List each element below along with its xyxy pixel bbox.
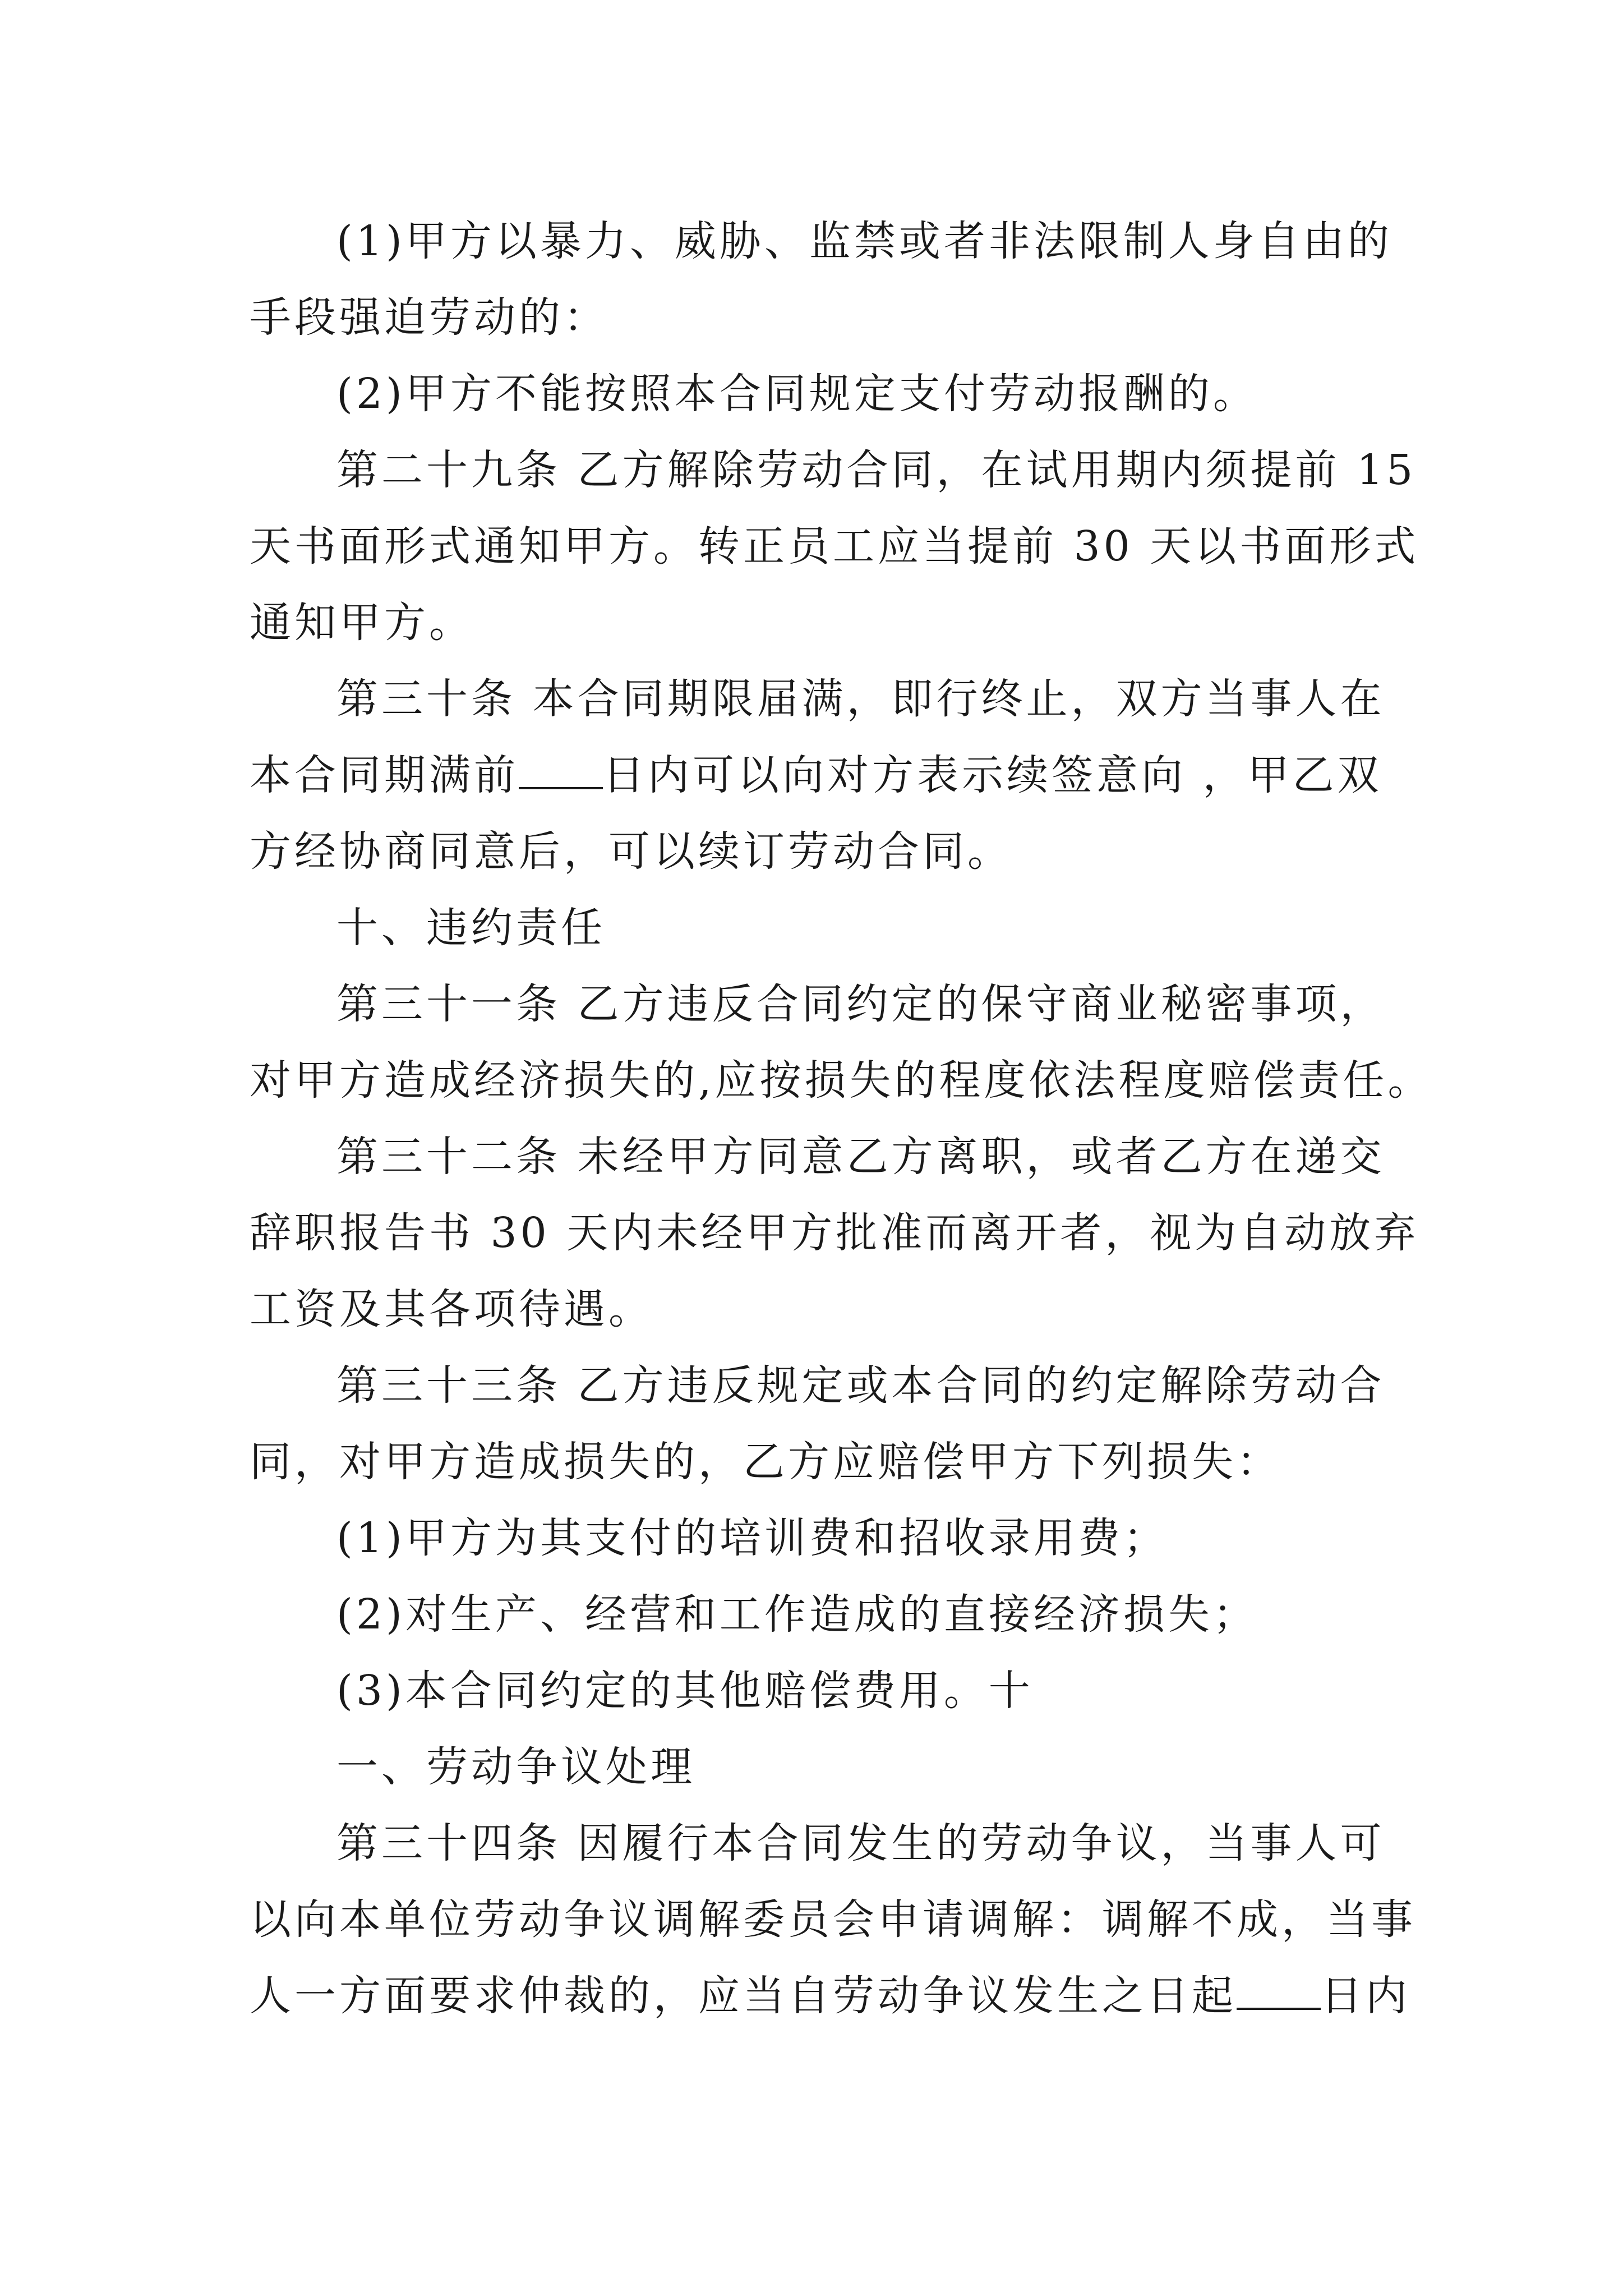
text-line: 方经协商同意后，可以续订劳动合同。 bbox=[250, 827, 1012, 876]
text-line: (2)甲方不能按照本合同规定支付劳动报酬的。 bbox=[336, 370, 1258, 418]
fill-in-blank bbox=[1237, 1968, 1321, 2010]
text-line: 通知甲方。 bbox=[250, 599, 474, 647]
text-line: 第三十条 本合同期限届满，即行终止，双方当事人在 bbox=[336, 675, 1385, 723]
text-segment: 本合同期满前 bbox=[250, 751, 519, 799]
text-line: (1)甲方以暴力、威胁、监禁或者非法限制人身自由的 bbox=[336, 217, 1393, 265]
text-line: (3)本合同约定的其他赔偿费用。十 bbox=[336, 1667, 1034, 1715]
text-line: 手段强迫劳动的： bbox=[250, 293, 608, 342]
text-segment: 日内 bbox=[1321, 1972, 1410, 2020]
fill-in-blank bbox=[519, 748, 603, 789]
text-line: 同，对甲方造成损失的，乙方应赔偿甲方下列损失： bbox=[250, 1438, 1281, 1486]
text-line: 以向本单位劳动争议调解委员会申请调解：调解不成，当事 bbox=[250, 1895, 1416, 1944]
text-line bbox=[250, 747, 1382, 823]
document-page bbox=[250, 213, 1433, 2044]
text-segment: 日内可以向对方表示续签意向 ，甲乙双 bbox=[603, 751, 1382, 799]
text-line: 工资及其各项待遇。 bbox=[250, 1285, 653, 1333]
text-line: 第三十一条 乙方违反合同约定的保守商业秘密事项， bbox=[336, 980, 1385, 1028]
text-line: 第三十四条 因履行本合同发生的劳动争议，当事人可 bbox=[336, 1819, 1385, 1867]
text-line bbox=[250, 1968, 1410, 2044]
text-segment: 人一方面要求仲裁的，应当自劳动争议发生之日起 bbox=[250, 1972, 1237, 2020]
text-line: 对甲方造成经济损失的,应按损失的程度依法程度赔偿责任。 bbox=[250, 1056, 1433, 1105]
section-heading: 十、违约责任 bbox=[336, 904, 606, 952]
text-line: (2)对生产、经营和工作造成的直接经济损失； bbox=[336, 1590, 1258, 1639]
text-line: (1)甲方为其支付的培训费和招收录用费； bbox=[336, 1514, 1168, 1562]
text-line: 第三十三条 乙方违反规定或本合同的约定解除劳动合 bbox=[336, 1361, 1385, 1410]
text-line: 第三十二条 未经甲方同意乙方离职，或者乙方在递交 bbox=[336, 1133, 1385, 1181]
section-heading: 一、劳动争议处理 bbox=[336, 1743, 695, 1791]
text-line: 辞职报告书 30 天内未经甲方批准而离开者，视为自动放弃 bbox=[250, 1209, 1419, 1257]
text-line: 第二十九条 乙方解除劳动合同，在试用期内须提前 15 bbox=[336, 446, 1417, 494]
text-line: 天书面形式通知甲方。转正员工应当提前 30 天以书面形式 bbox=[250, 522, 1419, 570]
